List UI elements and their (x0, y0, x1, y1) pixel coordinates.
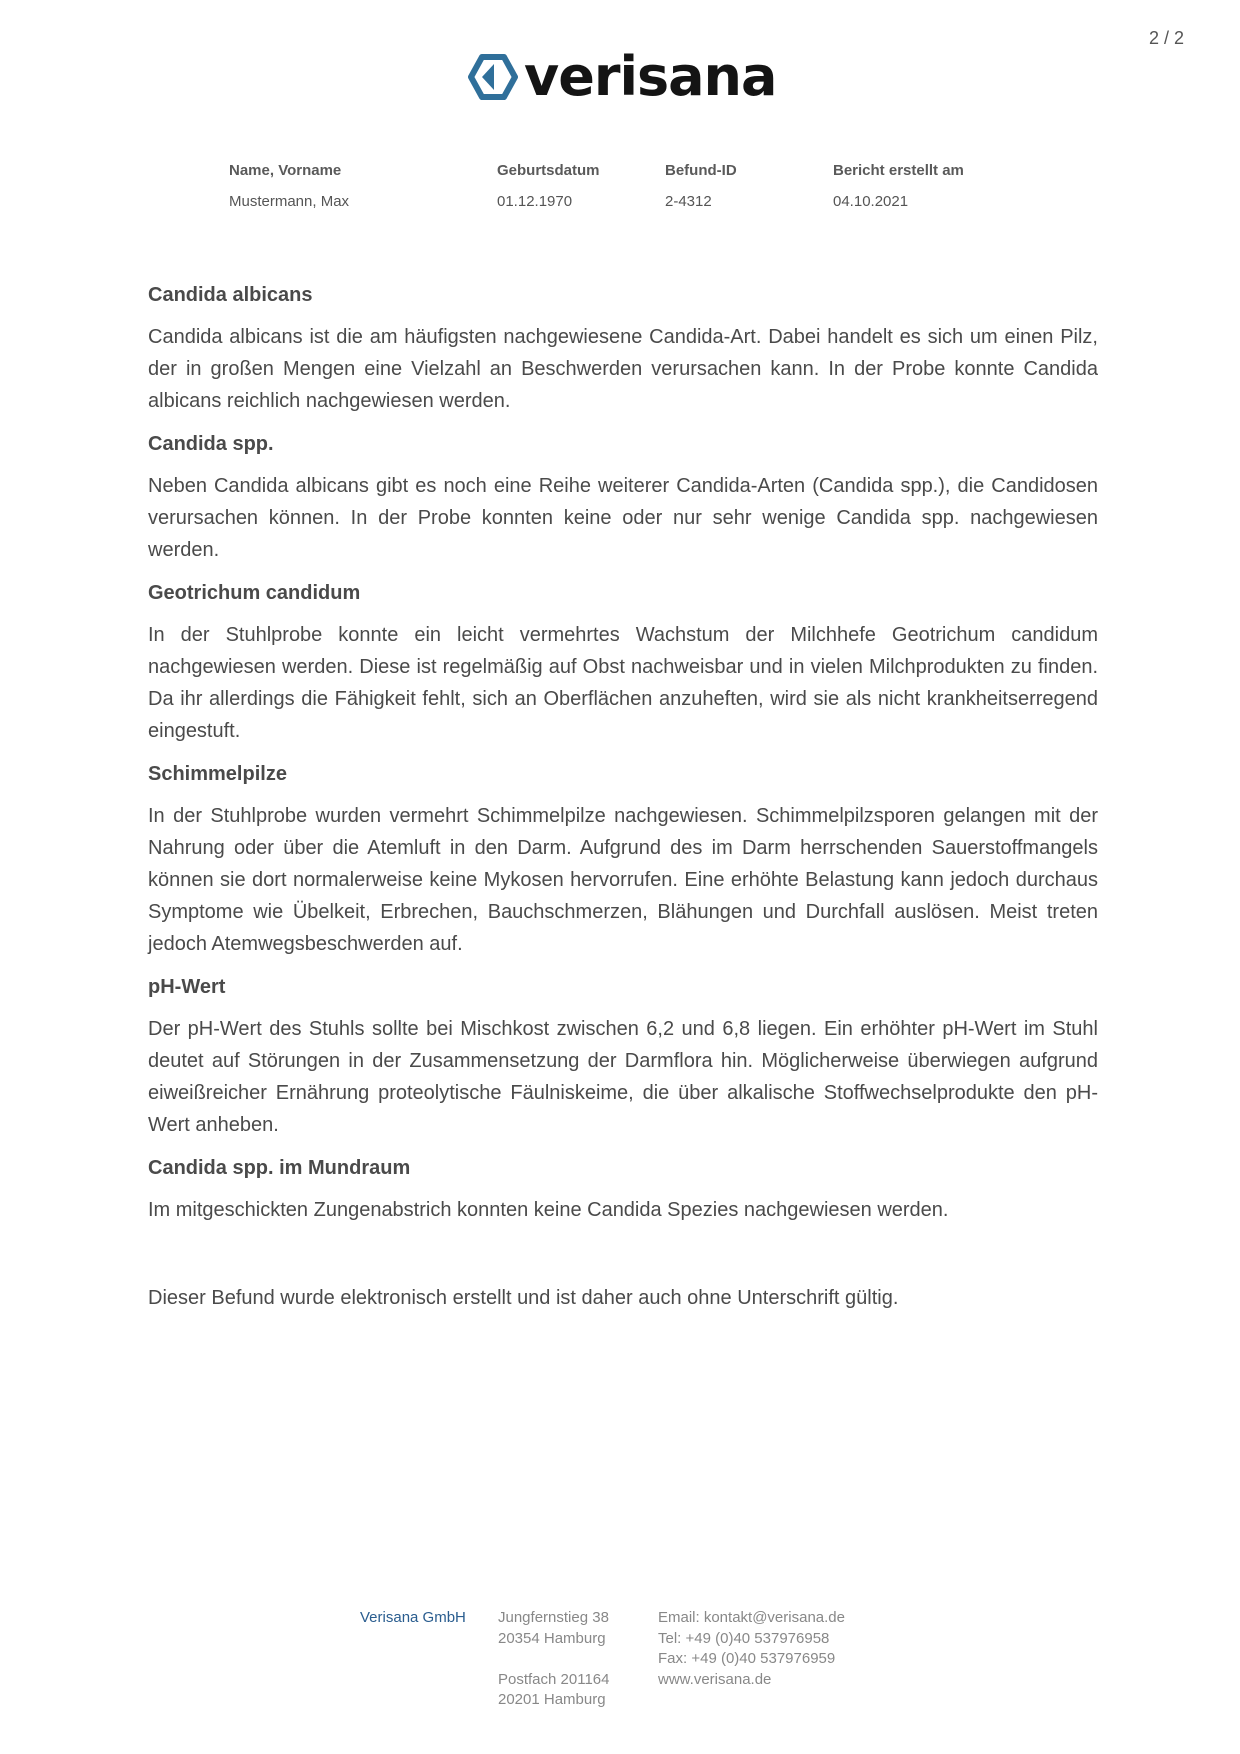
footer-website[interactable]: www.verisana.de (658, 1670, 772, 1688)
report-date-value: 04.10.2021 (833, 193, 909, 210)
footer-tel: Tel: +49 (0)40 537976958 (658, 1629, 830, 1647)
section-text: Neben Candida albicans gibt es noch eine Reihe weiterer Candida-Arten (Candida spp.), die Candidosen verursachen können. In der Probe konnten keine oder nur sehr wenige Candida spp. nachgewiesen werden. (148, 475, 1098, 561)
section-title: pH-Wert (148, 976, 226, 998)
section-candida-albicans (148, 284, 1098, 417)
footer-address-street: Jungfernstieg 38 (498, 1609, 609, 1626)
footer-email[interactable]: Email: kontakt@verisana.de (658, 1609, 845, 1626)
section-ph-wert (148, 976, 1098, 1141)
footer-spacer (498, 1649, 658, 1670)
closing-statement: Dieser Befund wurde elektronisch erstellt und ist daher auch ohne Unterschrift gültig. (148, 1287, 899, 1309)
report-body (148, 284, 1098, 1314)
report-id-value: 2-4312 (665, 193, 712, 210)
section-title: Schimmelpilze (148, 763, 287, 785)
footer-fax: Fax: +49 (0)40 537976959 (658, 1650, 836, 1667)
report-date-label: Bericht erstellt am (833, 162, 964, 179)
section-candida-spp (148, 433, 1098, 566)
brand-name: verisana (524, 45, 777, 108)
section-text: Im mitgeschickten Zungenabstrich konnten keine Candida Spezies nachgewiesen werden. (148, 1199, 949, 1221)
section-title: Candida spp. (148, 433, 274, 455)
patient-name-label: Name, Vorname (229, 162, 342, 179)
footer-postbox-city: 20201 Hamburg (498, 1691, 606, 1708)
section-text: Der pH-Wert des Stuhls sollte bei Mischkost zwischen 6,2 und 6,8 liegen. Ein erhöhter pH-Wert im Stuhl deutet auf Störungen in der Zusammensetzung der Darmflora hin. Möglicherweise überwiegen aufgrund eiweißreicher Ernährung proteolytische Fäulniskeime, die über alkalische Stoffwechselprodukte den pH-Wert anheben. (148, 1018, 1098, 1136)
patient-name-value: Mustermann, Max (229, 193, 350, 210)
section-title: Candida spp. im Mundraum (148, 1157, 411, 1179)
section-schimmelpilze (148, 763, 1098, 960)
footer-address-col (498, 1608, 658, 1711)
section-text: Candida albicans ist die am häufigsten nachgewiesene Candida-Art. Dabei handelt es sich um einen Pilz, der in großen Mengen eine Vielzahl an Beschwerden verursachen kann. In der Probe konnte Candida albicans reichlich nachgewiesen werden. (148, 326, 1098, 412)
birthdate-value: 01.12.1970 (497, 193, 573, 210)
footer (360, 1608, 878, 1711)
footer-contact-col (658, 1608, 878, 1711)
footer-company: Verisana GmbH (360, 1609, 466, 1626)
patient-info (229, 162, 1033, 210)
report-id-label: Befund-ID (665, 162, 737, 179)
footer-address-city: 20354 Hamburg (498, 1629, 606, 1647)
section-text: In der Stuhlprobe konnte ein leicht vermehrtes Wachstum der Milchhefe Geotrichum candidum nachgewiesen werden. Diese ist regelmäßig auf Obst nachweisbar und in vielen Milchprodukten zu finden. Da ihr allerdings die Fähigkeit fehlt, sich an Oberflächen anzuheften, wird sie als nicht krankheitserregend eingestuft. (148, 624, 1098, 742)
brand-logo (468, 45, 777, 108)
section-title: Candida albicans (148, 284, 313, 306)
section-geotrichum (148, 582, 1098, 747)
section-text: In der Stuhlprobe wurden vermehrt Schimmelpilze nachgewiesen. Schimmelpilzsporen gelangen mit der Nahrung oder über die Atemluft in den Darm. Aufgrund des im Darm herrschenden Sauerstoffmangels können sie dort normalerweise keine Mykosen hervorrufen. Eine erhöhte Belastung kann jedoch durchaus Symptome wie Übelkeit, Erbrechen, Bauchschmerzen, Blähungen und Durchfall auslösen. Meist treten jedoch Atemwegsbeschwerden auf. (148, 805, 1098, 955)
page-number: 2 / 2 (1148, 28, 1184, 48)
section-mundraum (148, 1157, 1098, 1226)
footer-company-col (360, 1608, 498, 1711)
verisana-hexagon-icon (468, 54, 518, 100)
footer-postbox: Postfach 201164 (498, 1670, 610, 1688)
birthdate-label: Geburtsdatum (497, 162, 600, 179)
section-title: Geotrichum candidum (148, 582, 361, 604)
